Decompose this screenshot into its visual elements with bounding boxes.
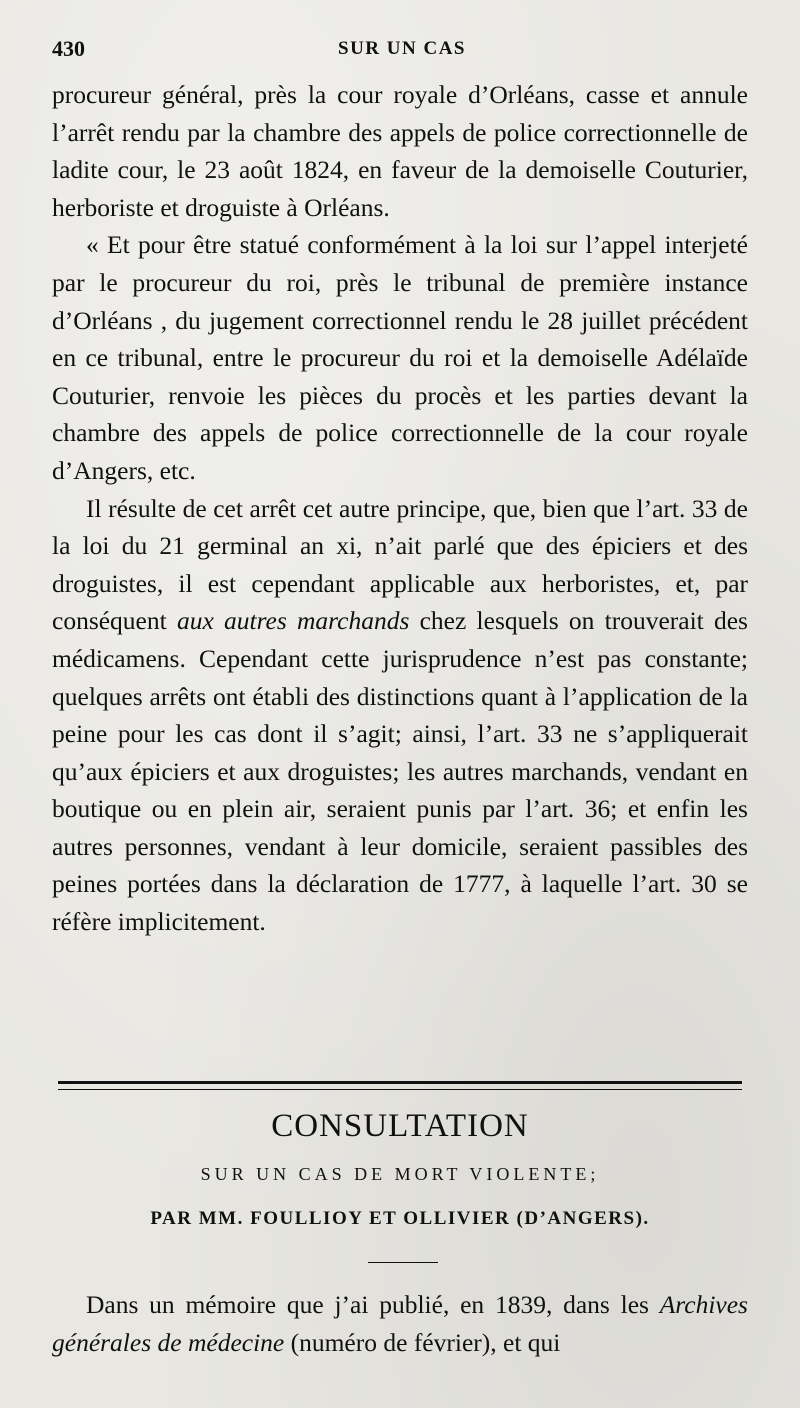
page-number: 430 bbox=[52, 36, 85, 61]
paragraph-3-italic: aux autres marchands bbox=[176, 606, 410, 636]
paragraph-4-text-a: Dans un mémoire que j’ai publié, en 1839, dans les bbox=[86, 1290, 660, 1319]
section-title: CONSULTATION bbox=[271, 1108, 529, 1144]
paragraph-1: procureur général, près la cour royale d’Orléans, casse et annule l’arrêt rendu par la chambre des appels de police correctionnelle de ladite cour, le 23 août 1824, en faveur de la demoiselle Couturier, herboriste et droguiste à Orléans. bbox=[52, 80, 748, 222]
short-rule bbox=[368, 1262, 438, 1263]
page-header bbox=[52, 36, 752, 66]
paragraph-3 bbox=[52, 490, 748, 941]
paragraph-2: « Et pour être statué conformément à la loi sur l’appel interjeté par le procureur du roi, près le tribunal de première instance d’Orléans , du jugement correctionnel rendu le 28 juillet précédent en ce tribunal, entre le procureur du roi et la demoiselle Adélaïde Couturier, renvoie les pièces du procès et les parties devant la chambre des appels de police correctionnelle de la cour royale d’Angers, etc. bbox=[52, 230, 748, 485]
running-head: SUR UN CAS bbox=[338, 38, 466, 59]
paragraph-4-text-b: (numéro de février), et qui bbox=[284, 1328, 561, 1357]
paragraph-3-text-a: Il résulte de cet arrêt cet autre principe, que, bien que l’art. 33 de la loi du 21 germinal an xi, n’ait parlé que des épiciers et des droguistes, il est cependant applicable aux herboristes, et, par conséquent bbox=[52, 493, 748, 636]
double-rule bbox=[58, 1081, 742, 1090]
body-text bbox=[52, 76, 748, 941]
section-authors: PAR MM. FOULLIOY ET OLLIVIER (D’ANGERS). bbox=[150, 1208, 650, 1229]
paragraph-4 bbox=[52, 1286, 748, 1362]
paragraph-4-italic: Archives générales de médecine bbox=[52, 1290, 748, 1357]
continuation-text bbox=[52, 1286, 748, 1362]
section-subtitle: SUR UN CAS DE MORT VIOLENTE; bbox=[200, 1164, 600, 1184]
paragraph-3-text-b: chez lesquels on trouverait des médicamens. Cependant cette jurisprudence n’est pas constante; quelques arrêts ont établi des distinctions quant à l’application de la peine pour les cas dont il s’agit; ainsi, l’art. 33 ne s’appliquerait qu’aux épiciers et aux droguistes; les autres marchands, vendant en boutique ou en plein air, seraient punis par l’art. 36; et enfin les autres personnes, vendant à leur domicile, seraient passibles des peines portées dans la déclaration de 1777, à laquelle l’art. 30 se réfère implicitement. bbox=[52, 606, 748, 937]
